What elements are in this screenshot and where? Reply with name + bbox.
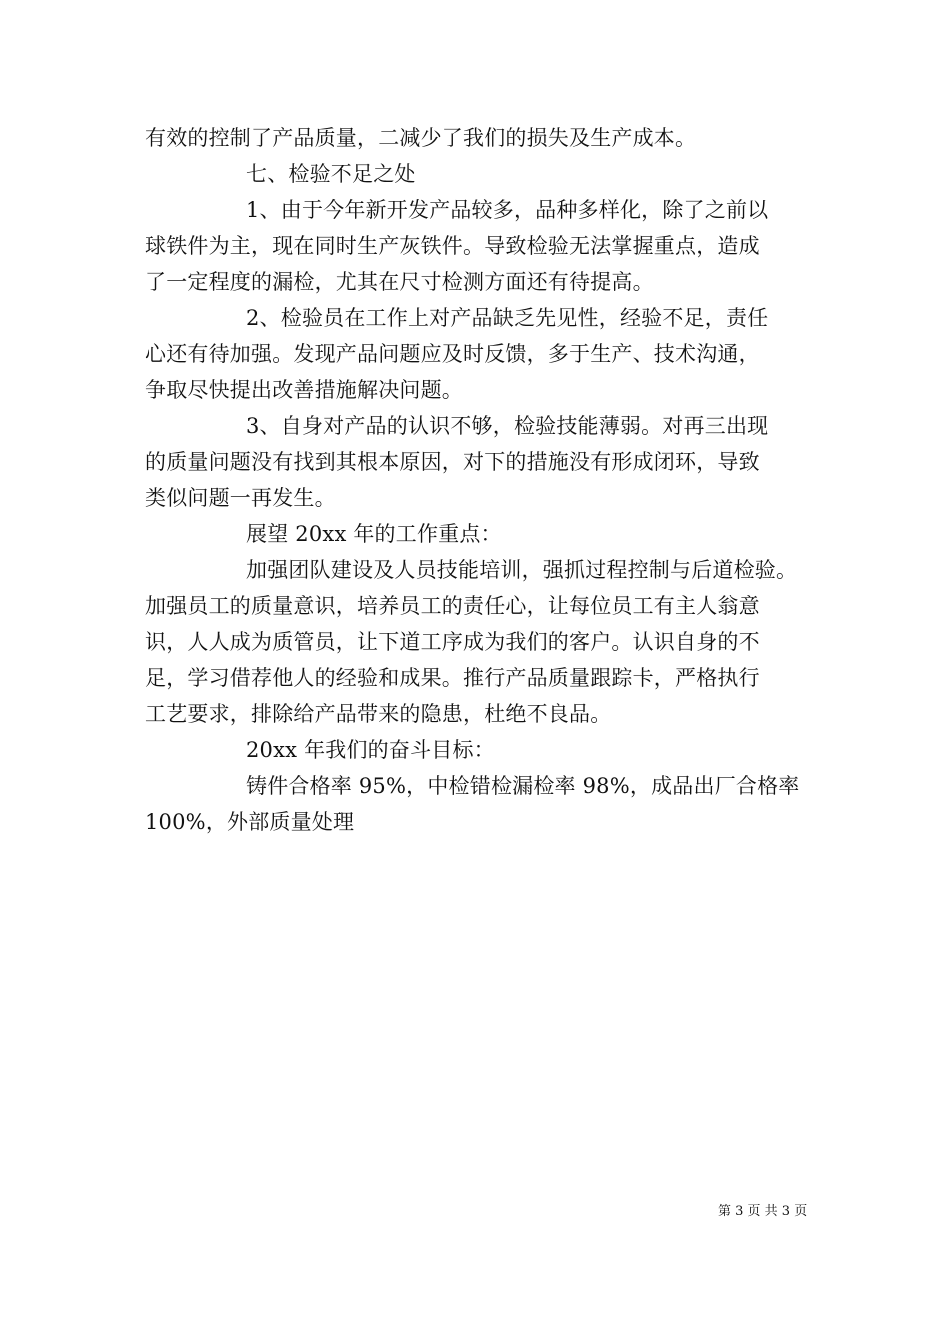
text-line: 的质量问题没有找到其根本原因，对下的措施没有形成闭环，导致 bbox=[145, 450, 760, 474]
section-heading: 20xx 年我们的奋斗目标： bbox=[246, 738, 495, 762]
text-line: 3、自身对产品的认识不够，检验技能薄弱。对再三出现 bbox=[246, 414, 769, 438]
text-line: 球铁件为主，现在同时生产灰铁件。导致检验无法掌握重点，造成 bbox=[145, 234, 760, 258]
text-line: 铸件合格率 95%，中检错检漏检率 98%，成品出厂合格率 bbox=[246, 774, 800, 798]
section-heading: 展望 20xx 年的工作重点： bbox=[246, 522, 502, 546]
text-line: 工艺要求，排除给产品带来的隐患，杜绝不良品。 bbox=[145, 702, 612, 726]
page-number: 第 3 页 共 3 页 bbox=[718, 1204, 808, 1219]
text-line: 100%，外部质量处理 bbox=[145, 810, 355, 834]
text-line: 类似问题一再发生。 bbox=[145, 486, 336, 510]
text-line: 2、检验员在工作上对产品缺乏先见性，经验不足，责任 bbox=[246, 306, 769, 330]
text-line: 争取尽快提出改善措施解决问题。 bbox=[145, 378, 463, 402]
section-heading: 七、检验不足之处 bbox=[246, 162, 416, 186]
text-line: 心还有待加强。发现产品问题应及时反馈，多于生产、技术沟通， bbox=[145, 342, 760, 366]
text-line: 1、由于今年新开发产品较多，品种多样化，除了之前以 bbox=[246, 198, 769, 222]
text-line: 足，学习借荐他人的经验和成果。推行产品质量跟踪卡，严格执行 bbox=[145, 666, 760, 690]
text-line: 识，人人成为质管员，让下道工序成为我们的客户。认识自身的不 bbox=[145, 630, 760, 654]
text-line: 加强员工的质量意识，培养员工的责任心，让每位员工有主人翁意 bbox=[145, 594, 760, 618]
document-body bbox=[145, 120, 810, 840]
text-line: 加强团队建设及人员技能培训，强抓过程控制与后道检验。 bbox=[246, 558, 798, 582]
text-line: 有效的控制了产品质量，二减少了我们的损失及生产成本。 bbox=[145, 126, 697, 150]
text-line: 了一定程度的漏检，尤其在尺寸检测方面还有待提高。 bbox=[145, 270, 654, 294]
